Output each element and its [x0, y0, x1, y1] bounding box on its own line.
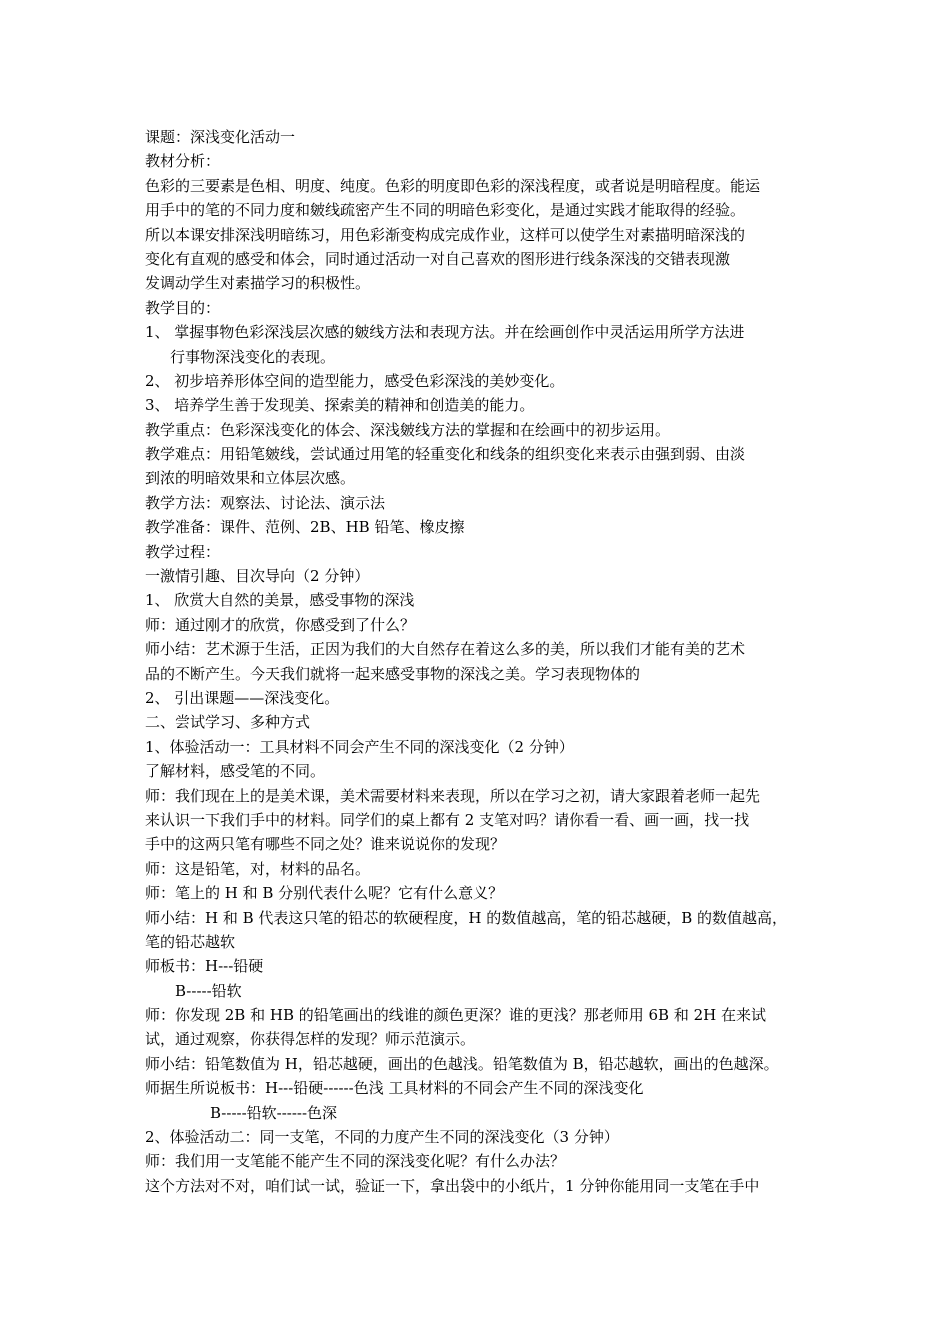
text-line: 1、体验活动一：工具材料不同会产生不同的深浅变化（2 分钟）: [145, 737, 574, 756]
text-line: 发调动学生对素描学习的积极性。: [145, 274, 371, 293]
text-line: 1、 欣赏大自然的美景，感受事物的深浅: [145, 591, 415, 610]
text-line: 所以本课安排深浅明暗练习，用色彩渐变构成完成作业，这样可以使学生对素描明暗深浅的: [145, 225, 746, 244]
text-line: 这个方法对不对，咱们试一试，验证一下，拿出袋中的小纸片，1 分钟你能用同一支笔在手中: [145, 1176, 760, 1195]
text-line: 手中的这两只笔有哪些不同之处？谁来说说你的发现？: [145, 835, 506, 854]
text-line: 教材分析：: [145, 152, 221, 171]
text-line: 教学目的：: [145, 298, 221, 317]
text-line: 1、 掌握事物色彩深浅层次感的皴线方法和表现方法。并在绘画创作中灵活运用所学方法进: [145, 323, 745, 342]
text-line: 变化有直观的感受和体会，同时通过活动一对自己喜欢的图形进行线条深浅的交错表现激: [145, 249, 731, 268]
text-line: 2、体验活动二：同一支笔，不同的力度产生不同的深浅变化（3 分钟）: [145, 1128, 619, 1147]
text-line: 试，通过观察，你获得怎样的发现？师示范演示。: [145, 1030, 476, 1049]
text-line: 来认识一下我们手中的材料。同学们的桌上都有 2 支笔对吗？请你看一看、画一画，找一找: [145, 810, 750, 829]
text-line: 师：通过刚才的欣赏，你感受到了什么？: [145, 615, 416, 634]
text-line: 2、 引出课题——深浅变化。: [145, 688, 340, 707]
text-line: 师板书：H---铅硬: [145, 957, 264, 976]
text-line: 师：你发现 2B 和 HB 的铅笔画出的线谁的颜色更深？谁的更浅？那老师用 6B 和 2H 在来试: [145, 1006, 767, 1025]
text-line: B-----铅软: [175, 981, 242, 1000]
text-line: 师：笔上的 H 和 B 分别代表什么呢？它有什么意义？: [145, 884, 504, 903]
text-line: 到浓的明暗效果和立体层次感。: [145, 469, 356, 488]
text-line: 师小结：铅笔数值为 H，铅芯越硬，画出的色越浅。铅笔数值为 B，铅芯越软，画出的色越深。: [145, 1054, 779, 1073]
text-line: 师据生所说板书：H---铅硬------色浅 工具材料的不同会产生不同的深浅变化: [145, 1079, 644, 1098]
text-line: 用手中的笔的不同力度和皴线疏密产生不同的明暗色彩变化，是通过实践才能取得的经验。: [145, 201, 746, 220]
text-line: 师：我们用一支笔能不能产生不同的深浅变化呢？有什么办法？: [145, 1152, 566, 1171]
text-line: 师：这是铅笔，对，材料的品名。: [145, 859, 371, 878]
text-line: 教学重点：色彩深浅变化的体会、深浅皴线方法的掌握和在绘画中的初步运用。: [145, 420, 671, 439]
text-line: 行事物深浅变化的表现。: [170, 347, 336, 366]
text-line: 品的不断产生。今天我们就将一起来感受事物的深浅之美。学习表现物体的: [145, 664, 641, 683]
text-line: 教学方法：观察法、讨论法、演示法: [145, 493, 386, 512]
text-line: 课题：深浅变化活动一: [145, 128, 296, 146]
text-line: 3、 培养学生善于发现美、探索美的精神和创造美的能力。: [145, 396, 535, 415]
text-line: 2、 初步培养形体空间的造型能力，感受色彩深浅的美妙变化。: [145, 371, 565, 390]
text-line: 二、尝试学习、多种方式: [145, 713, 311, 732]
text-line: 师：我们现在上的是美术课，美术需要材料来表现，所以在学习之初，请大家跟着老师一起先: [145, 786, 761, 805]
document-body: [145, 125, 820, 1198]
text-line: 师小结：艺术源于生活，正因为我们的大自然存在着这么多的美，所以我们才能有美的艺术: [145, 640, 746, 659]
text-line: 笔的铅芯越软: [145, 932, 236, 951]
text-line: 教学难点：用铅笔皴线，尝试通过用笔的轻重变化和线条的组织变化来表示由强到弱、由淡: [145, 445, 746, 464]
text-line: 色彩的三要素是色相、明度、纯度。色彩的明度即色彩的深浅程度，或者说是明暗程度。能运: [145, 176, 761, 195]
text-line: B-----铅软------色深: [210, 1103, 338, 1122]
text-line: 教学过程：: [145, 542, 221, 561]
text-line: 了解材料，感受笔的不同。: [145, 762, 326, 781]
text-line: 教学准备：课件、范例、2B、HB 铅笔、橡皮擦: [145, 518, 465, 537]
text-line: 一激情引趣、目次导向（2 分钟）: [145, 567, 370, 586]
text-line: 师小结：H 和 B 代表这只笔的铅芯的软硬程度，H 的数值越高，笔的铅芯越硬，B 的数值越高，: [145, 908, 788, 927]
